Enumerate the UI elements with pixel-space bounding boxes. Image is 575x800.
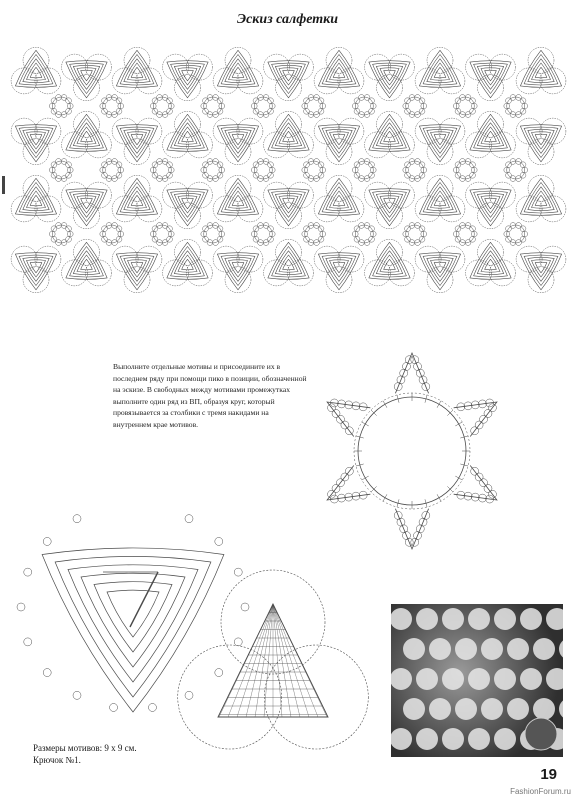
- rosette: [504, 223, 528, 246]
- photo-motif: [507, 638, 529, 660]
- joining-arm: [327, 399, 370, 437]
- motif: [314, 118, 364, 165]
- rosette: [49, 159, 73, 182]
- joining-arm: [454, 465, 497, 503]
- motif-size-text: Размеры мотивов: 9 х 9 см.: [33, 743, 137, 753]
- doily-photo: [391, 604, 563, 757]
- rosette: [504, 95, 528, 118]
- motif: [466, 239, 516, 286]
- motif: [62, 111, 112, 158]
- motif-scheme-left: [17, 512, 249, 712]
- motif: [163, 54, 213, 101]
- rosette: [49, 223, 73, 246]
- photo-motif: [455, 698, 477, 720]
- motif-crochet-schemes: [8, 512, 388, 752]
- photo-motif: [546, 608, 563, 630]
- motif: [112, 47, 162, 94]
- rosette: [453, 159, 477, 182]
- photo-motif: [520, 608, 542, 630]
- instructions-text: Выполните отдельные мотивы и присоедините их в последнем ряду при помощи пико в позиции, обозначенной на эскизе. В свободных между мотивами промежутках выполните один ряд из ВП, образуя круг, который провязывается за столбики с тремя накидами на внутреннем крае мотивов.: [113, 362, 307, 429]
- motif: [112, 175, 162, 222]
- photo-bowl: [525, 718, 557, 750]
- photo-motif: [481, 698, 503, 720]
- motif: [62, 54, 112, 101]
- rosette: [403, 95, 427, 118]
- motif: [516, 246, 566, 293]
- photo-motif: [391, 608, 412, 630]
- motif: [112, 118, 162, 165]
- photo-motif: [391, 668, 412, 690]
- joining-arm: [394, 353, 430, 393]
- rosette: [403, 159, 427, 182]
- rosette: [302, 159, 326, 182]
- motif: [415, 175, 465, 222]
- photo-motif: [468, 608, 490, 630]
- motif: [365, 239, 415, 286]
- rosette: [150, 223, 174, 246]
- photo-motif: [468, 668, 490, 690]
- page-title: Эскиз салфетки: [236, 12, 339, 27]
- rosette: [100, 223, 124, 246]
- motif: [415, 47, 465, 94]
- photo-motif: [507, 698, 529, 720]
- rosette: [100, 159, 124, 182]
- motif: [264, 239, 314, 286]
- doily-sketch: [6, 38, 569, 308]
- motif: [163, 111, 213, 158]
- photo-motif: [533, 698, 555, 720]
- photo-motif: [429, 638, 451, 660]
- rosette: [352, 223, 376, 246]
- rosette: [453, 223, 477, 246]
- photo-motif: [494, 668, 516, 690]
- photo-motif: [468, 728, 490, 750]
- motif: [516, 118, 566, 165]
- motif: [516, 175, 566, 222]
- photo-motif: [416, 668, 438, 690]
- motif-sizes: [33, 742, 137, 766]
- rosette: [453, 95, 477, 118]
- rosette: [150, 159, 174, 182]
- photo-motif: [481, 638, 503, 660]
- rosette: [251, 159, 275, 182]
- margin-mark: [2, 176, 5, 194]
- rosette: [150, 95, 174, 118]
- motif: [163, 239, 213, 286]
- photo-motif: [442, 728, 464, 750]
- motif: [112, 246, 162, 293]
- photo-motif: [442, 608, 464, 630]
- motif: [163, 182, 213, 229]
- rosette: [251, 223, 275, 246]
- motif: [415, 246, 465, 293]
- photo-motif: [403, 698, 425, 720]
- page-number: 19: [540, 766, 557, 783]
- motif: [314, 246, 364, 293]
- motif: [365, 182, 415, 229]
- rosette: [352, 159, 376, 182]
- motif: [365, 54, 415, 101]
- motif: [11, 246, 61, 293]
- joining-arm: [394, 509, 430, 549]
- rosette: [251, 95, 275, 118]
- photo-motif: [559, 638, 563, 660]
- motif: [466, 182, 516, 229]
- hook-size-text: Крючок №1.: [33, 755, 81, 765]
- motif: [264, 54, 314, 101]
- motif: [466, 111, 516, 158]
- motif: [264, 111, 314, 158]
- rosette: [302, 95, 326, 118]
- doily-photo-art: [391, 604, 563, 757]
- photo-motif: [442, 668, 464, 690]
- rosette: [201, 95, 225, 118]
- photo-motif: [494, 728, 516, 750]
- photo-motif: [533, 638, 555, 660]
- motif: [62, 182, 112, 229]
- photo-motif: [429, 698, 451, 720]
- photo-motif: [520, 668, 542, 690]
- rosette: [504, 159, 528, 182]
- photo-motif: [494, 608, 516, 630]
- photo-motif: [546, 668, 563, 690]
- motif: [213, 246, 263, 293]
- motif: [365, 111, 415, 158]
- joining-arm: [327, 465, 370, 503]
- rosette: [403, 223, 427, 246]
- rosette: [201, 159, 225, 182]
- motif: [516, 47, 566, 94]
- motif: [264, 182, 314, 229]
- photo-motif: [416, 608, 438, 630]
- motif: [11, 175, 61, 222]
- motif: [314, 47, 364, 94]
- motif-scheme-right: [178, 570, 369, 749]
- photo-motif: [416, 728, 438, 750]
- motif: [466, 54, 516, 101]
- rosette: [352, 95, 376, 118]
- motif: [314, 175, 364, 222]
- motif: [62, 239, 112, 286]
- photo-motif: [403, 638, 425, 660]
- photo-motif: [559, 698, 563, 720]
- rosette: [201, 223, 225, 246]
- motif: [11, 47, 61, 94]
- rosette: [49, 95, 73, 118]
- photo-motif: [455, 638, 477, 660]
- motif: [213, 118, 263, 165]
- motif: [213, 175, 263, 222]
- joining-arm: [454, 399, 497, 437]
- rosette: [100, 95, 124, 118]
- rosette: [302, 223, 326, 246]
- motif: [213, 47, 263, 94]
- photo-motif: [391, 728, 412, 750]
- watermark: FashionForum.ru: [510, 787, 571, 796]
- motif: [415, 118, 465, 165]
- motif: [11, 118, 61, 165]
